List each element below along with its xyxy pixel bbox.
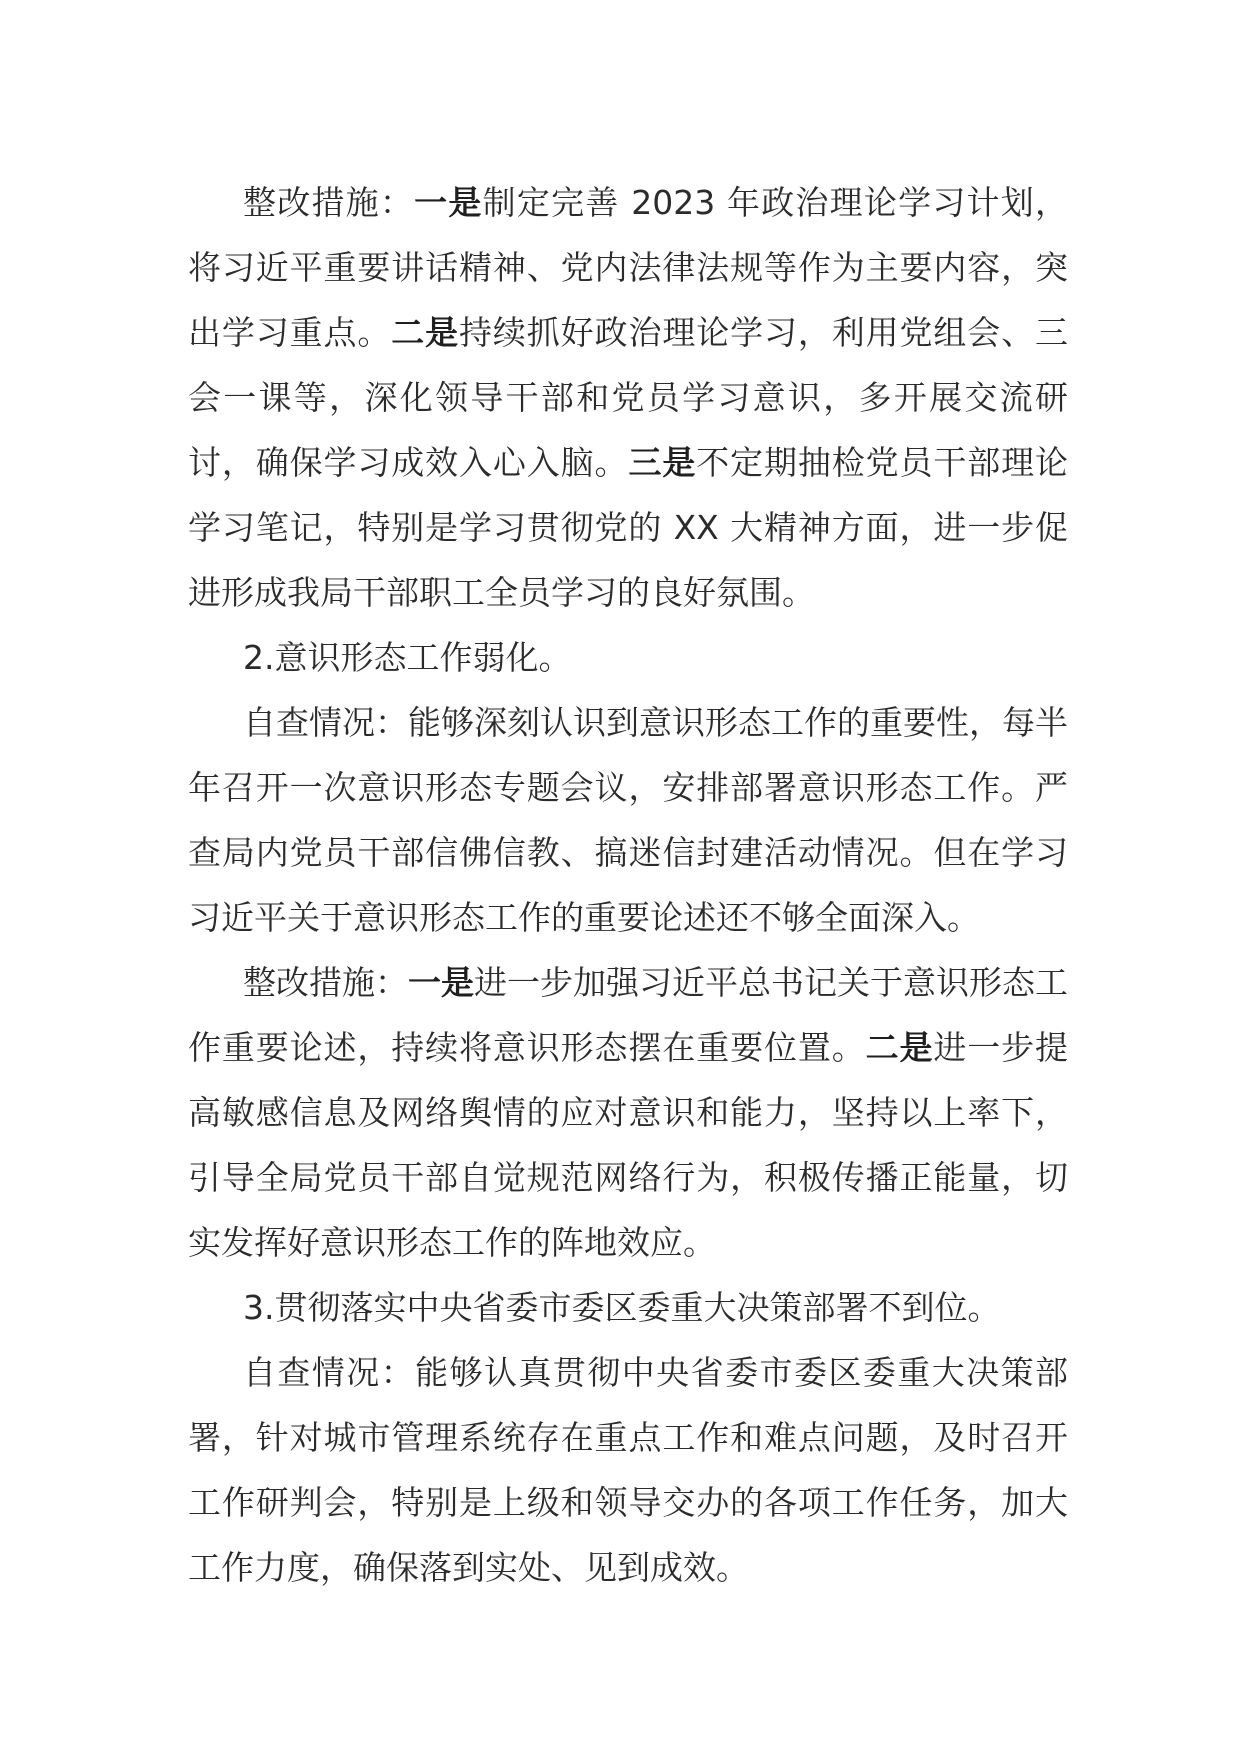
text-segment: 进一步提高敏感信息及网络舆情的应对意识和能力，坚持以上率下，引导全局党员干部自觉规范网络行为，积极传播正能量，切实发挥好意识形态工作的阵地效应。 bbox=[188, 1028, 1069, 1262]
paragraph-self-check-3 bbox=[188, 1340, 1068, 1600]
text-segment: 3.贯彻落实中央省委市委区委重大决策部署不到位。 bbox=[243, 1288, 1001, 1327]
text-segment: 整改措施： bbox=[243, 963, 408, 1002]
text-segment: 自查情况：能够认真贯彻中央省委市委区委重大决策部署，针对城市管理系统存在重点工作和难点问题，及时召开工作研判会，特别是上级和领导交办的各项工作任务，加大工作力度，确保落到实处、见到成效。 bbox=[188, 1353, 1068, 1587]
bold-lead-two: 二是 bbox=[865, 1028, 934, 1067]
paragraph-self-check-2 bbox=[188, 690, 1068, 950]
text-segment: 2.意识形态工作弱化。 bbox=[243, 638, 572, 677]
bold-lead-three: 三是 bbox=[628, 443, 697, 482]
text-segment: 不定期抽检党员干部理论学习笔记，特别是学习贯彻党的 XX 大精神方面，进一步促进形成我局干部职工全员学习的良好氛围。 bbox=[188, 443, 1069, 612]
text-segment: 持续抓好政治理论学习，利用党组会、三会一课等，深化领导干部和党员学习意识，多开展交流研讨，确保学习成效入心入脑。 bbox=[188, 313, 1069, 482]
bold-lead-two: 二是 bbox=[391, 313, 460, 352]
bold-lead-one: 一是 bbox=[408, 963, 474, 1002]
text-segment: 整改措施： bbox=[243, 183, 415, 222]
text-segment: 制定完善 2023 年政治理论学习计划，将习近平重要讲话精神、党内法律法规等作为主要内容，突出学习重点。 bbox=[188, 183, 1069, 352]
bold-lead-one: 一是 bbox=[414, 183, 483, 222]
paragraph-rectification-measures-1 bbox=[188, 170, 1068, 625]
document-body bbox=[188, 170, 1068, 1600]
paragraph-rectification-measures-2 bbox=[188, 950, 1068, 1275]
text-segment: 进一步加强习近平总书记关于意识形态工作重要论述，持续将意识形态摆在重要位置。 bbox=[188, 963, 1068, 1067]
section-heading-2 bbox=[188, 625, 1068, 690]
text-segment: 自查情况：能够深刻认识到意识形态工作的重要性，每半年召开一次意识形态专题会议，安排部署意识形态工作。严查局内党员干部信佛信教、搞迷信封建活动情况。但在学习习近平关于意识形态工作的重要论述还不够全面深入。 bbox=[188, 703, 1068, 937]
section-heading-3 bbox=[188, 1275, 1068, 1340]
